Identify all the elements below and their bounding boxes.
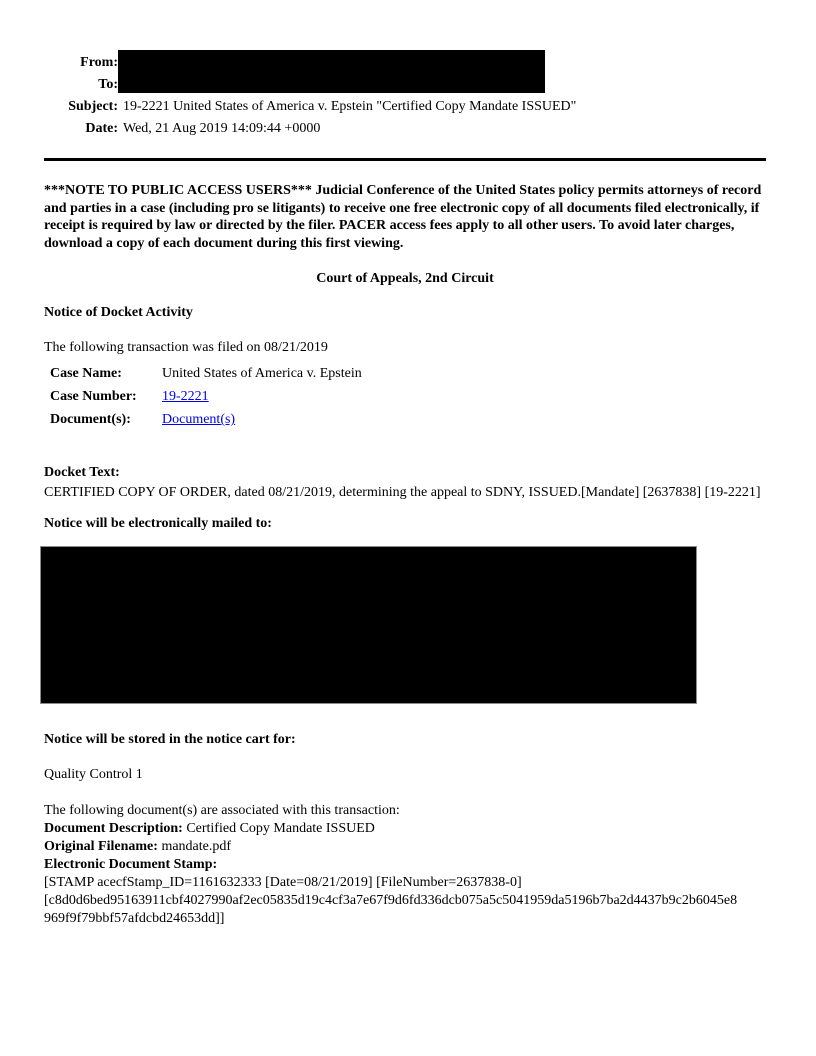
redaction-box-recipients [40,546,697,704]
documents-intro: The following document(s) are associated with this transaction: [44,803,400,819]
public-access-note: ***NOTE TO PUBLIC ACCESS USERS*** Judicial Conference of the United States policy permits attorneys of record and parties in a case (including pro se litigants) to receive one free electronic copy of all documents filed electronically, if receipt is required by law or directed by the filer. PACER access fees apply to all other users. To avoid later charges, download a copy of each document during this first viewing. [44,183,762,251]
notice-of-docket-activity-heading: Notice of Docket Activity [44,305,193,321]
to-label: To: [98,77,118,92]
original-filename-value: mandate.pdf [161,839,232,855]
stamp-hash: [c8d0d6bed95163911cbf4027990af2ec05835d19c4cf3a7e67f9d6fd336dcb075a5c5041959da5196b7ba2d4437b9c2b6045e8969f9f79bbf57afdcbd24653dd]] [44,893,738,927]
horizontal-rule [44,158,766,161]
header-row-date [44,118,766,140]
mailed-to-heading: Notice will be electronically mailed to: [44,516,272,532]
court-title: Court of Appeals, 2nd Circuit [316,271,494,287]
original-filename-line [44,838,766,856]
documents-link[interactable]: Document(s) [162,412,236,428]
case-number-label: Case Number: [50,389,137,405]
original-filename-label: Original Filename: [44,839,158,855]
case-name-value: United States of America v. Epstein [162,366,362,382]
case-name-label: Case Name: [50,366,122,382]
date-value: Wed, 21 Aug 2019 14:09:44 +0000 [123,121,321,136]
stamp-id-line: [STAMP acecfStamp_ID=1161632333 [Date=08/21/2019] [FileNumber=2637838-0] [44,875,522,891]
docket-text-heading: Docket Text: [44,465,120,481]
notice-cart-heading: Notice will be stored in the notice cart for: [44,732,296,748]
case-number-link[interactable]: 19-2221 [162,389,209,405]
table-row-case-name [44,362,766,385]
document-content [44,0,766,928]
transaction-filed-line: The following transaction was filed on 08/21/2019 [44,340,328,356]
document-description-value: Certified Copy Mandate ISSUED [186,821,375,837]
document-description-label: Document Description: [44,821,183,837]
documents-label: Document(s): [50,412,131,428]
subject-label: Subject: [68,99,118,114]
documents-section [44,802,766,928]
electronic-stamp-label: Electronic Document Stamp: [44,857,218,873]
case-table [44,362,766,431]
document-description-line [44,820,766,838]
subject-value: 19-2221 United States of America v. Epstein "Certified Copy Mandate ISSUED" [123,99,577,114]
docket-text-body: CERTIFIED COPY OF ORDER, dated 08/21/2019, determining the appeal to SDNY, ISSUED.[Mandate] [2637838] [19-2221] [44,485,761,501]
table-row-case-number [44,385,766,408]
notice-cart-value: Quality Control 1 [44,767,143,783]
from-label: From: [80,55,118,70]
table-row-documents [44,408,766,431]
redaction-box-from-to [118,50,545,93]
header-row-subject [44,96,766,118]
date-label: Date: [85,121,118,136]
